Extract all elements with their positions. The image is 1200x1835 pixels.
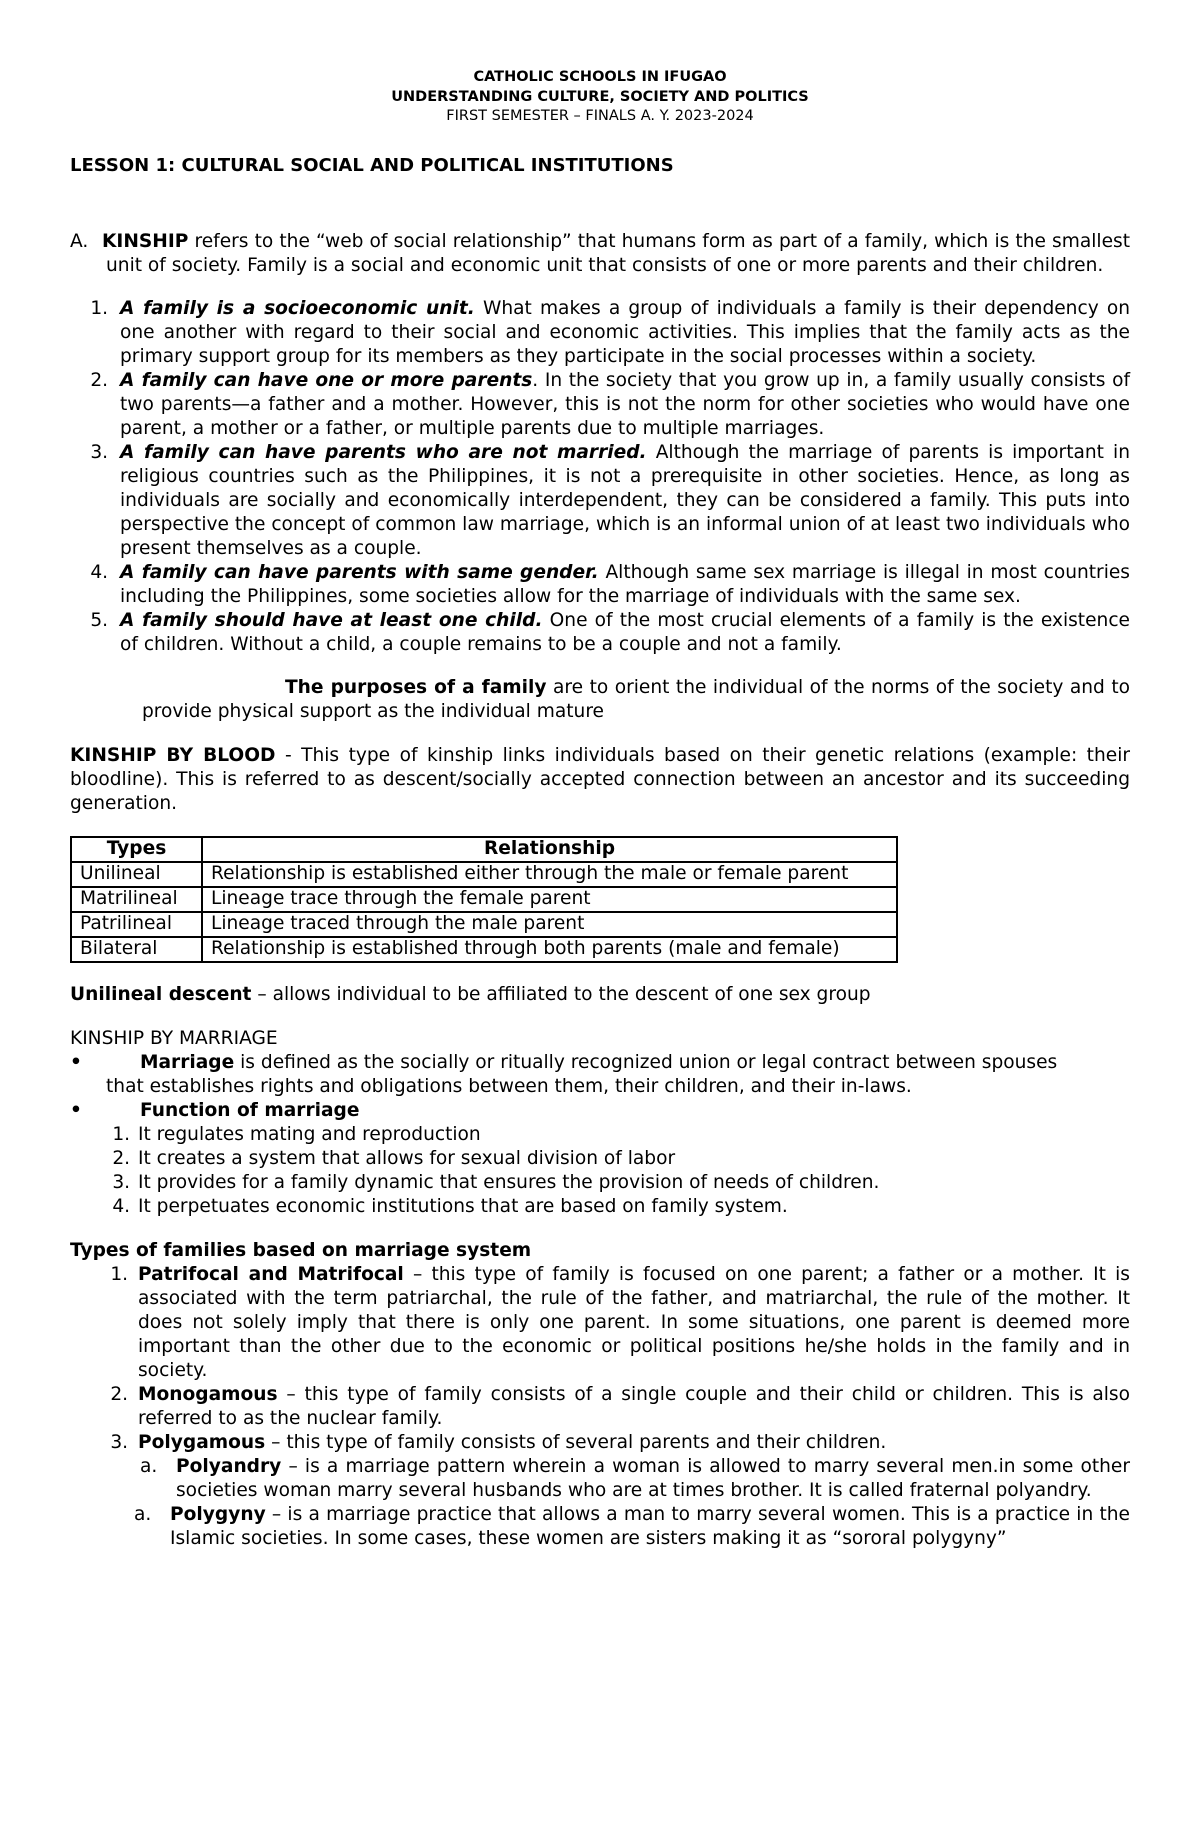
purposes-lead: The purposes of a family: [285, 676, 547, 698]
kinship-definition: refers to the “web of social relationship” that humans form as part of a family, which is the smallest unit of society. Family is a social and economic unit that consists of one or more parents and their children.: [106, 230, 1130, 276]
table-header-row: [71, 837, 897, 862]
list-item: 3. It provides for a family dynamic that ensures the provision of needs of children.: [136, 1171, 1130, 1195]
list-item: [134, 1263, 1130, 1383]
document-header: [70, 68, 1130, 127]
list-item: [114, 609, 1130, 657]
marriage-functions-list: [70, 1123, 1130, 1219]
function-bullet: [70, 1099, 1130, 1123]
section-letter: A.: [70, 230, 89, 252]
list-item-text: What makes a group of individuals a family is their dependency on one another with regard to their social and economic activities. This implies that the family acts as the primary support group for its members as they participate in the social processes within a society.: [120, 297, 1130, 367]
table-row: [71, 862, 897, 887]
list-marker: a.: [140, 1455, 158, 1477]
list-item: [114, 369, 1130, 441]
list-item-text: – is a marriage pattern wherein a woman is allowed to marry several men.in some other societies woman marry several husbands who are at times brother. It is called fraternal polyandry.: [176, 1455, 1130, 1501]
list-item: 2. It creates a system that allows for sexual division of labor: [136, 1147, 1130, 1171]
marriage-lead: Marriage: [140, 1051, 235, 1073]
list-item-text: Although same sex marriage is illegal in most countries including the Philippines, some societies allow for the marriage of individuals with the same sex.: [120, 561, 1130, 607]
course-title: UNDERSTANDING CULTURE, SOCIETY AND POLITICS: [391, 88, 809, 105]
function-lead: Function of marriage: [140, 1099, 360, 1121]
list-item: [140, 1455, 1130, 1503]
list-item-lead: Polygyny: [170, 1503, 266, 1525]
list-item: [114, 561, 1130, 609]
unilineal-text: – allows individual to be affiliated to the descent of one sex group: [251, 983, 871, 1005]
unilineal-descent-paragraph: [70, 983, 1130, 1007]
list-item-text: One of the most crucial elements of a family is the existence of children. Without a child, a couple remains to be a couple and not a family.: [120, 609, 1130, 655]
semester-line: FIRST SEMESTER – FINALS A. Y. 2023-2024: [446, 108, 754, 124]
descent-types-table: [70, 836, 898, 963]
marriage-text-continued: that establishes rights and obligations between them, their children, and their in-laws.: [106, 1075, 912, 1097]
table-row: [71, 912, 897, 937]
section-a-kinship: [70, 230, 1130, 278]
kinship-by-blood-paragraph: [70, 744, 1130, 816]
list-item-text: – this type of family consists of several parents and their children.: [265, 1431, 887, 1453]
polygamy-subtypes-list: [138, 1455, 1130, 1503]
list-item: 1. It regulates mating and reproduction: [136, 1123, 1130, 1147]
list-item: [134, 1431, 1130, 1503]
list-item-text: – is a marriage practice that allows a man to marry several women. This is a practice in the Islamic societies. In some cases, these women are sisters making it as “sororal polygyny”: [170, 1503, 1130, 1549]
list-item-lead: Patrifocal and Matrifocal: [138, 1263, 404, 1285]
list-item-text: – this type of family consists of a single couple and their child or children. This is also referred to as the nuclear family.: [138, 1383, 1130, 1429]
document-page: [70, 0, 1130, 1551]
purposes-paragraph: [70, 676, 1130, 724]
kinship-blood-text: - This type of kinship links individuals based on their genetic relations (example: their bloodline). This is referred to as descent/socially accepted connection between an ancestor and its succeeding generation.: [70, 744, 1131, 814]
lesson-title: LESSON 1: CULTURAL SOCIAL AND POLITICAL INSTITUTIONS: [70, 154, 674, 176]
school-name: CATHOLIC SCHOOLS IN IFUGAO: [473, 69, 727, 85]
list-item-lead: A family should have at least one child.: [120, 609, 543, 631]
list-item: [114, 297, 1130, 369]
list-item-lead: A family can have one or more parents: [120, 369, 533, 391]
bullet-icon: •: [70, 1099, 82, 1121]
kinship-by-marriage-title: KINSHIP BY MARRIAGE: [70, 1027, 278, 1049]
family-types-title: Types of families based on marriage system: [70, 1239, 532, 1261]
list-item-lead: Polygamous: [138, 1431, 266, 1453]
unilineal-lead: Unilineal descent: [70, 983, 252, 1005]
table-row: [71, 887, 897, 912]
list-item-lead: Polyandry: [176, 1455, 282, 1477]
list-item: [134, 1503, 1130, 1551]
family-types-list: [70, 1263, 1130, 1503]
table-cell: Patrilineal: [71, 912, 202, 937]
table-row: [71, 937, 897, 962]
polygyny-item-list: [70, 1503, 1130, 1551]
table-cell: Unilineal: [71, 862, 202, 887]
kinship-blood-lead: KINSHIP BY BLOOD: [70, 744, 276, 766]
table-cell: Matrilineal: [71, 887, 202, 912]
table-cell: Lineage trace through the female parent: [202, 887, 897, 912]
family-points-list: [70, 297, 1130, 657]
table-header: Relationship: [202, 837, 897, 862]
list-item-lead: A family can have parents who are not married.: [120, 441, 647, 463]
list-item-lead: A family is a socioeconomic unit.: [120, 297, 475, 319]
bullet-icon: •: [70, 1051, 82, 1073]
kinship-term: KINSHIP: [102, 230, 189, 252]
list-item-text: – this type of family is focused on one parent; a father or a mother. It is associated with the term patriarchal, the rule of the father, and matriarchal, the rule of the mother. It does not solely imply that there is only one parent. In some situations, one parent is deemed more important than the other due to the economic or political positions he/she holds in the family and in society.: [138, 1263, 1130, 1381]
table-cell: Relationship is established through both parents (male and female): [202, 937, 897, 962]
table-cell: Relationship is established either through the male or female parent: [202, 862, 897, 887]
list-item-text: . In the society that you grow up in, a family usually consists of two parents—a father and a mother. However, this is not the norm for other societies who would have one parent, a mother or a father, or multiple parents due to multiple marriages.: [120, 369, 1130, 439]
list-item-lead: A family can have parents with same gender.: [120, 561, 599, 583]
marriage-text: is defined as the socially or ritually recognized union or legal contract between spouses: [234, 1051, 1058, 1073]
table-cell: Bilateral: [71, 937, 202, 962]
table-cell: Lineage traced through the male parent: [202, 912, 897, 937]
table-header: Types: [71, 837, 202, 862]
list-item: 4. It perpetuates economic institutions that are based on family system.: [136, 1195, 1130, 1219]
list-item-lead: Monogamous: [138, 1383, 278, 1405]
purposes-text: are to orient the individual of the norms of the society and to provide physical support as the individual mature: [142, 676, 1130, 722]
marriage-bullet: [70, 1051, 1130, 1075]
list-item: [114, 441, 1130, 561]
list-item: [134, 1383, 1130, 1431]
list-item-text: Although the marriage of parents is important in religious countries such as the Philippines, it is not a prerequisite in other societies. Hence, as long as individuals are socially and economically interdependent, they can be considered a family. This puts into perspective the concept of common law marriage, which is an informal union of at least two individuals who present themselves as a couple.: [120, 441, 1130, 559]
list-marker: a.: [134, 1503, 152, 1525]
